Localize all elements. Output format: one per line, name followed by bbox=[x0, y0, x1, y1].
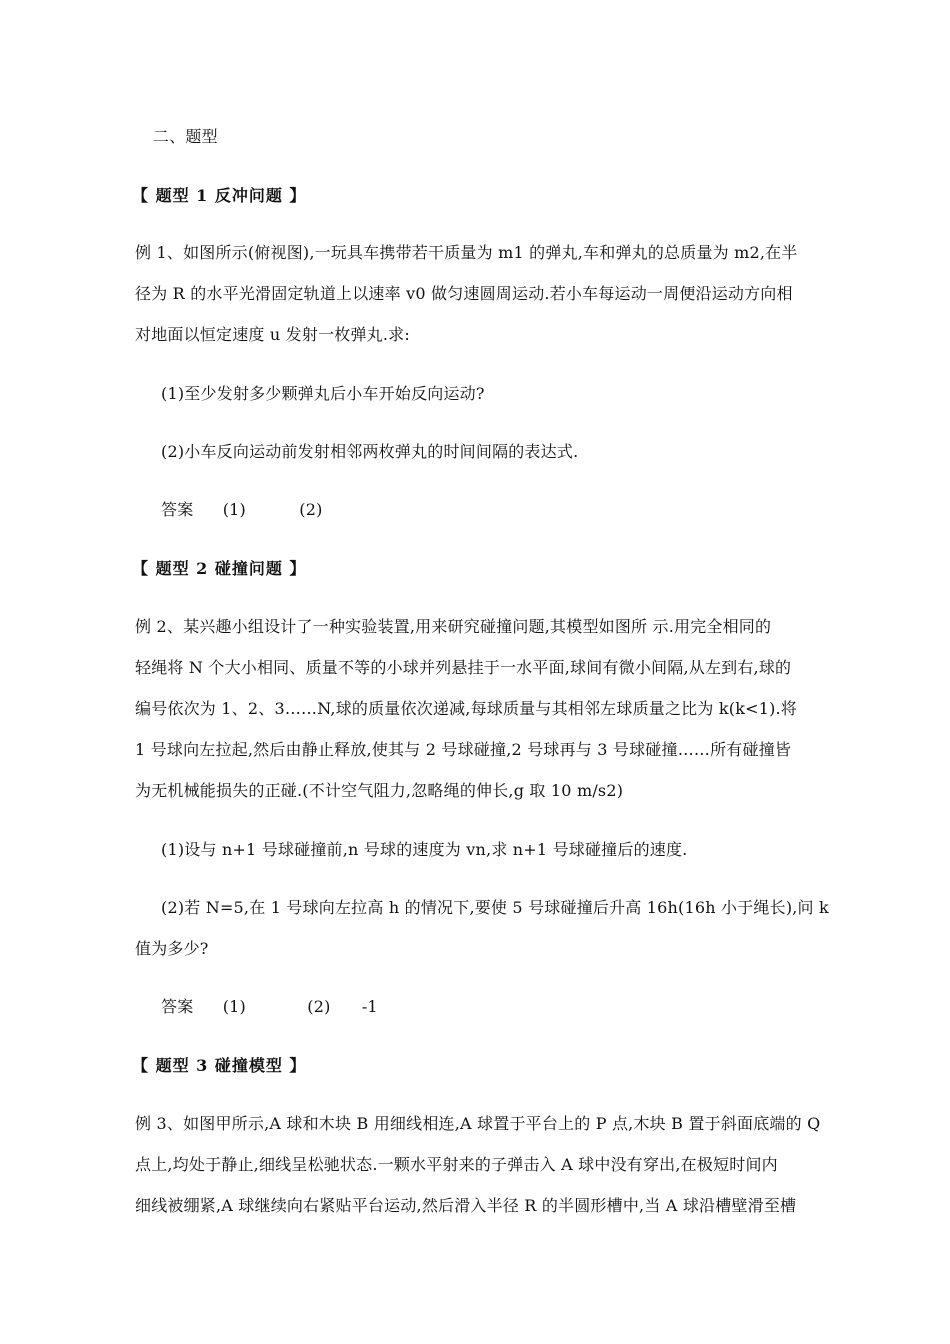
topic-2-heading: 【 题型 2 碰撞问题 】 bbox=[132, 559, 307, 578]
example-2-question-2: (2)若 N=5,在 1 号球向左拉高 h 的情况下,要使 5 号球碰撞后升高 16h(16h 小于绳长),问 k bbox=[161, 898, 829, 917]
example-2-question-1: (1)设与 n+1 号球碰撞前,n 号球的速度为 vn,求 n+1 号球碰撞后的速度. bbox=[161, 840, 688, 859]
example-1-question-2: (2)小车反向运动前发射相邻两枚弹丸的时间间隔的表达式. bbox=[161, 442, 579, 461]
example-3-line: 例 3、如图甲所示,A 球和木块 B 用细线相连,A 球置于平台上的 P 点,木块 B 置于斜面底端的 Q bbox=[135, 1114, 821, 1133]
example-1-question-1: (1)至少发射多少颗弹丸后小车开始反向运动? bbox=[161, 384, 485, 403]
example-2-question-2-cont: 值为多少? bbox=[135, 939, 209, 958]
answer-part-2: (2) bbox=[307, 997, 331, 1016]
example-1-line: 例 1、如图所示(俯视图),一玩具车携带若干质量为 m1 的弹丸,车和弹丸的总质量为 m2,在半 bbox=[135, 243, 798, 262]
example-2-line: 为无机械能损失的正碰.(不计空气阻力,忽略绳的伸长,g 取 10 m/s2) bbox=[135, 781, 624, 800]
answer-part-1: (1) bbox=[222, 997, 246, 1016]
topic-1-heading: 【 题型 1 反冲问题 】 bbox=[132, 186, 307, 205]
example-1-line: 对地面以恒定速度 u 发射一枚弹丸.求: bbox=[135, 325, 410, 344]
answer-tail: -1 bbox=[361, 997, 378, 1016]
example-3-line: 细线被绷紧,A 球继续向右紧贴平台运动,然后滑入半径 R 的半圆形槽中,当 A 球沿槽壁滑至槽 bbox=[135, 1196, 797, 1215]
example-1-line: 径为 R 的水平光滑固定轨道上以速率 v0 做匀速圆周运动.若小车每运动一周便沿运动方向相 bbox=[135, 284, 793, 303]
answer-label: 答案 bbox=[161, 500, 194, 519]
example-2-line: 轻绳将 N 个大小相同、质量不等的小球并列悬挂于一水平面,球间有微小间隔,从左到右,球的 bbox=[135, 658, 792, 677]
answer-label: 答案 bbox=[161, 997, 194, 1016]
example-1-answer bbox=[161, 500, 323, 520]
example-2-line: 1 号球向左拉起,然后由静止释放,使其与 2 号球碰撞,2 号球再与 3 号球碰撞……所有碰撞皆 bbox=[135, 740, 792, 759]
example-3-line: 点上,均处于静止,细线呈松驰状态.一颗水平射来的子弹击入 A 球中没有穿出,在极短时间内 bbox=[135, 1155, 778, 1174]
answer-part-1: (1) bbox=[222, 500, 246, 519]
example-2-line: 例 2、某兴趣小组设计了一种实验装置,用来研究碰撞问题,其模型如图所 示.用完全相同的 bbox=[135, 617, 772, 636]
example-2-line: 编号依次为 1、2、3……N,球的质量依次递减,每球质量与其相邻左球质量之比为 k(k<1).将 bbox=[135, 699, 798, 718]
topic-3-heading: 【 题型 3 碰撞模型 】 bbox=[132, 1056, 307, 1075]
section-title: 二、题型 bbox=[153, 127, 218, 146]
answer-part-2: (2) bbox=[299, 500, 323, 519]
example-2-answer bbox=[161, 997, 378, 1017]
